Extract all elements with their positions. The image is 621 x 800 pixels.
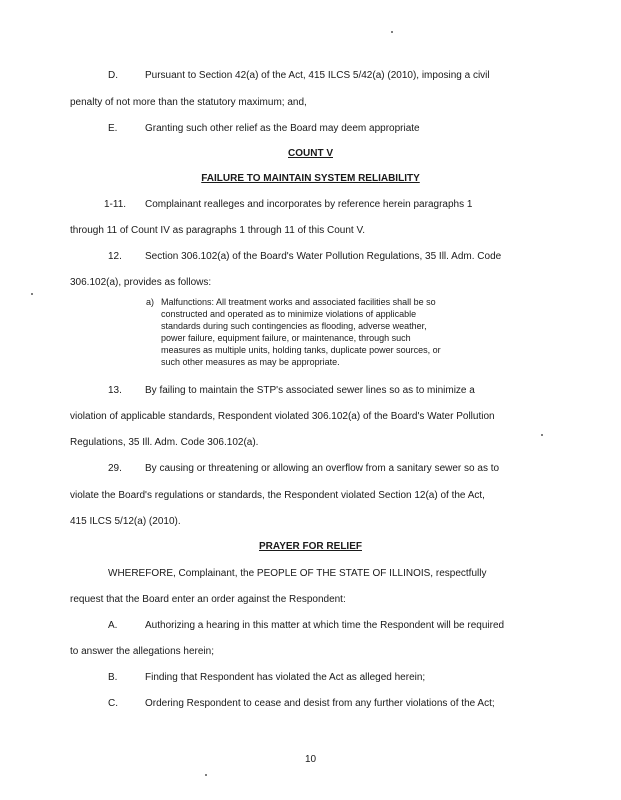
para-13-line-3: Regulations, 35 Ill. Adm. Code 306.102(a). [70,437,259,448]
para-12-label: 12. [108,251,122,262]
para-1-11-line-2: through 11 of Count IV as paragraphs 1 through 11 of this Count V. [70,225,366,236]
scan-speck [541,434,543,436]
scan-speck [391,31,393,33]
para-b-label: B. [108,672,118,683]
para-e-label: E. [108,123,118,134]
para-b-text: Finding that Respondent has violated the Act as alleged herein; [145,672,426,683]
quote-line: power failure, equipment failure, or maintenance, through such [161,333,411,343]
scan-speck [31,293,33,295]
para-d-line-2: penalty of not more than the statutory maximum; and, [70,97,307,108]
para-c-label: C. [108,698,118,709]
quote-line: measures as multiple units, holding tanks, duplicate power sources, or [161,345,441,355]
para-12-line-2: 306.102(a), provides as follows: [70,277,212,288]
quote-line: standards during such contingencies as flooding, adverse weather, [161,321,427,331]
para-d-label: D. [108,70,118,81]
quote-line: Malfunctions: All treatment works and associated facilities shall be so [161,297,436,307]
para-13-label: 13. [108,385,122,396]
para-e-text: Granting such other relief as the Board may deem appropriate [145,123,420,134]
page-number: 10 [304,754,317,765]
quote-label: a) [146,297,155,307]
para-29-line-2: violate the Board's regulations or standards, the Respondent violated Section 12(a) of the Act, [70,490,485,501]
para-a-line-2: to answer the allegations herein; [70,646,214,657]
para-d-line-1: Pursuant to Section 42(a) of the Act, 415 ILCS 5/42(a) (2010), imposing a civil [145,70,490,81]
para-13-line-2: violation of applicable standards, Respondent violated 306.102(a) of the Board's Water Pollution [70,411,495,422]
para-1-11-line-1: Complainant realleges and incorporates by reference herein paragraphs 1 [145,199,473,210]
scan-speck [205,774,207,776]
para-13-line-1: By failing to maintain the STP's associated sewer lines so as to minimize a [145,385,475,396]
para-29-label: 29. [108,463,122,474]
para-29-line-3: 415 ILCS 5/12(a) (2010). [70,516,181,527]
para-c-text: Ordering Respondent to cease and desist from any further violations of the Act; [145,698,495,709]
count-subheading: FAILURE TO MAINTAIN SYSTEM RELIABILITY [201,173,420,184]
prayer-heading: PRAYER FOR RELIEF [259,541,362,552]
quote-line: constructed and operated as to minimize violations of applicable [161,309,417,319]
para-12-line-1: Section 306.102(a) of the Board's Water Pollution Regulations, 35 Ill. Adm. Code [145,251,502,262]
para-1-11-label: 1-11. [104,199,127,210]
para-29-line-1: By causing or threatening or allowing an overflow from a sanitary sewer so as to [145,463,500,474]
quote-line: such other measures as may be appropriate. [161,357,340,367]
para-a-line-1: Authorizing a hearing in this matter at which time the Respondent will be required [145,620,505,631]
count-heading: COUNT V [288,148,333,159]
wherefore-line-2: request that the Board enter an order against the Respondent: [70,594,346,605]
wherefore-line-1: WHEREFORE, Complainant, the PEOPLE OF THE STATE OF ILLINOIS, respectfully [108,568,487,579]
para-a-label: A. [108,620,118,631]
